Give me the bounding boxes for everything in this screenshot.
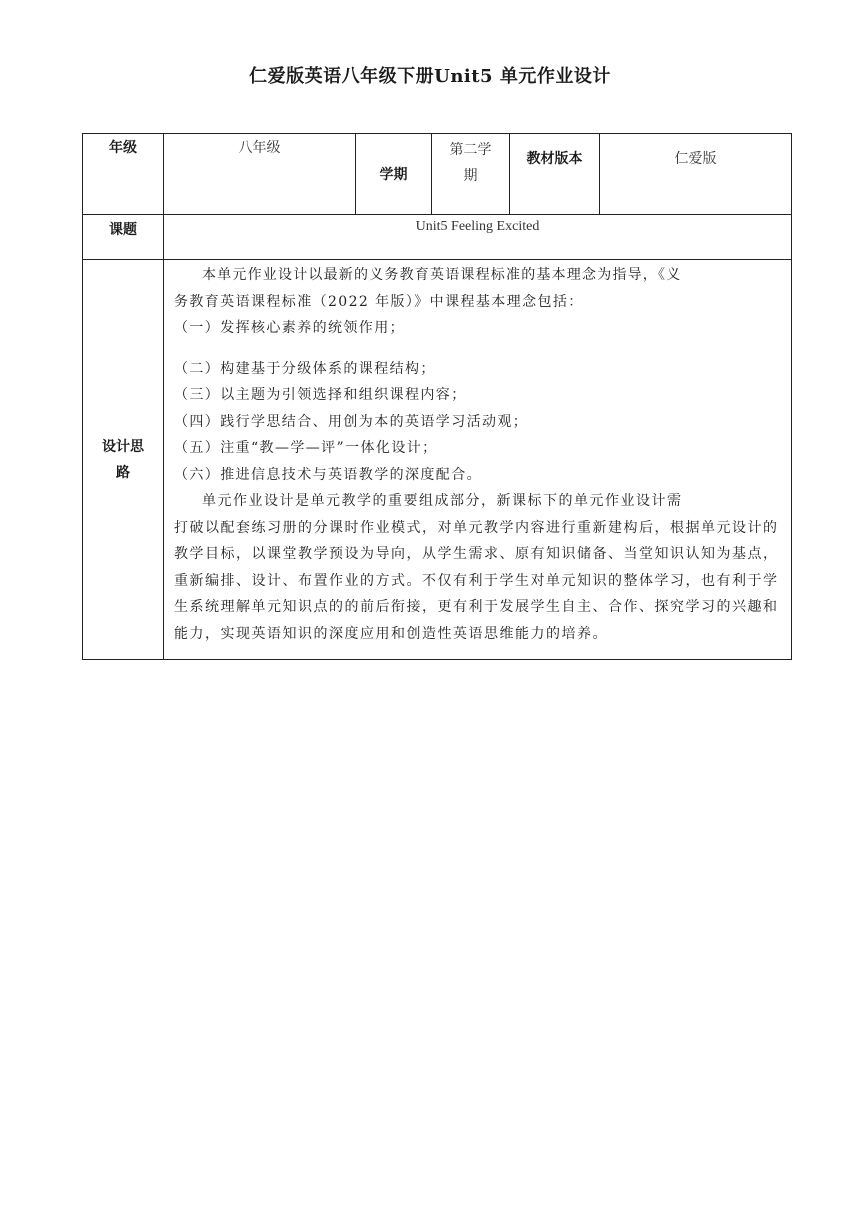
design-label-line2: 路	[116, 464, 130, 481]
grade-value: 八年级	[164, 134, 356, 215]
table-row	[83, 215, 792, 260]
edition-value: 仁爱版	[600, 134, 792, 215]
design-label	[83, 260, 164, 660]
design-point-2: （二）构建基于分级体系的课程结构；	[174, 360, 436, 377]
topic-label: 课题	[83, 215, 164, 260]
design-point-1: （一）发挥核心素养的统领作用；	[174, 320, 405, 336]
design-intro-line1: 本单元作业设计以最新的义务教育英语课程标准的基本理念为指导，《义	[202, 267, 682, 283]
info-table	[82, 133, 792, 660]
term-value	[432, 134, 510, 215]
design-para2-line1: 单元作业设计是单元教学的重要组成部分，新课标下的单元作业设计需	[202, 493, 683, 509]
design-label-line1: 设计思	[102, 438, 144, 455]
grade-label: 年级	[83, 134, 164, 215]
design-point-4: （四）践行学思结合、用创为本的英语学习活动观；	[174, 413, 529, 430]
design-point-6: （六）推进信息技术与英语教学的深度配合。	[174, 466, 482, 483]
term-value-line1: 第二学	[449, 142, 492, 158]
design-content	[164, 260, 792, 660]
table-row	[83, 260, 792, 660]
design-point-3: （三）以主题为引领选择和组织课程内容；	[174, 387, 467, 403]
design-paragraph-2	[174, 488, 785, 647]
design-point-5: （五）注重“教—学—评”一体化设计；	[174, 440, 438, 456]
topic-value: Unit5 Feeling Excited	[164, 215, 792, 260]
table-row	[83, 134, 792, 215]
design-intro-line2: 务教育英语课程标准（2022 年版）》中课程基本理念包括：	[174, 293, 584, 310]
edition-label: 教材版本	[510, 134, 600, 215]
term-label: 学期	[356, 134, 432, 215]
term-value-line2: 期	[463, 168, 478, 184]
design-para2-rest: 打破以配套练习册的分课时作业模式，对单元教学内容进行重新建构后，根据单元设计的教学目标，以课堂教学预设为导向，从学生需求、原有知识储备、当堂知识认知为基点，重新编排、设计、布置作业的方式。不仅有利于学生对单元知识的整体学习，也有利于学生系统理解单元知识点的的前后衔接，更有利于发展学生自主、合作、探究学习的兴趣和能力，实现英语知识的深度应用和创造性英语思维能力的培养。	[174, 519, 779, 642]
paragraph-gap	[174, 342, 785, 356]
document-title: 仁爱版英语八年级下册Unit5 单元作业设计	[249, 66, 611, 87]
